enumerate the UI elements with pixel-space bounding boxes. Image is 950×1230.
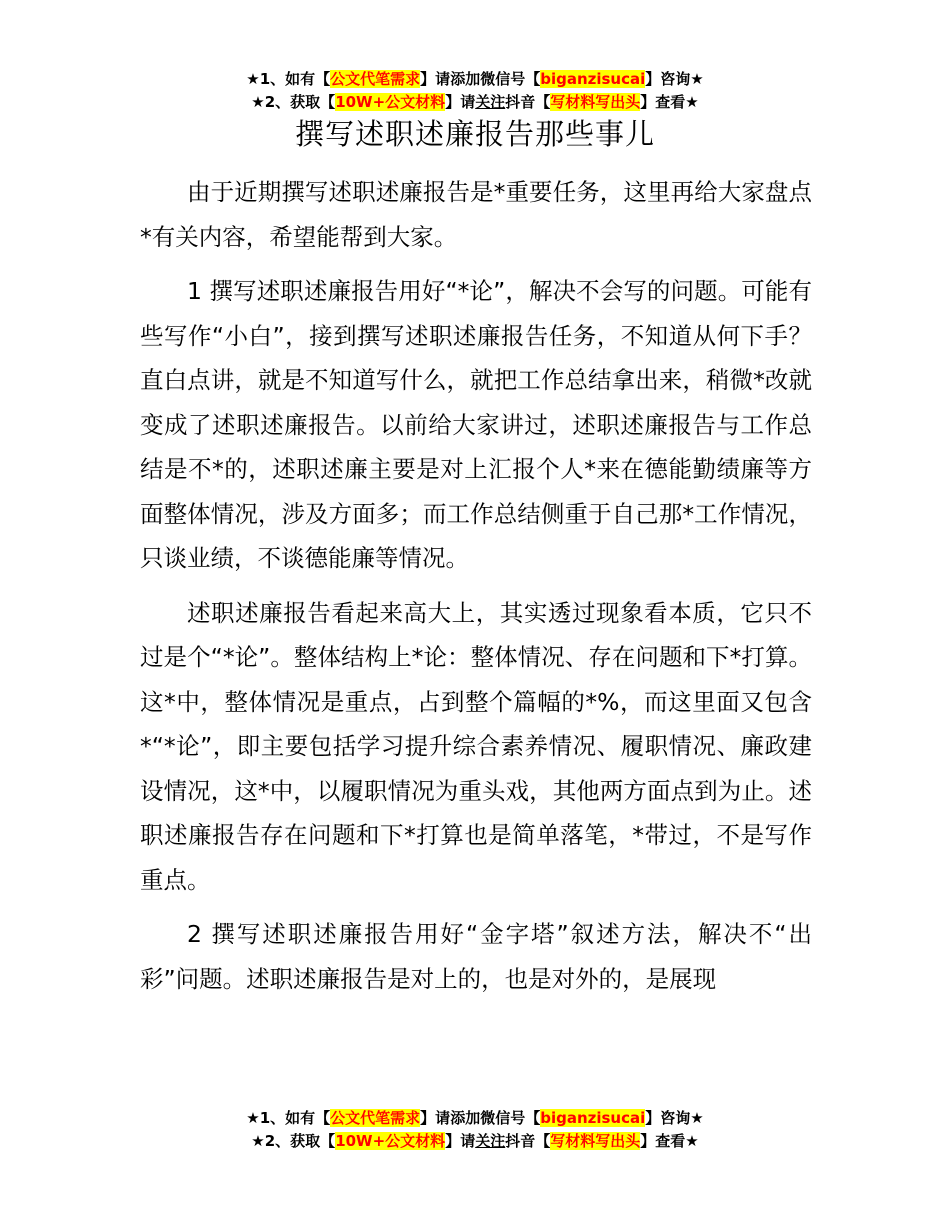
header-banner: [0, 68, 950, 114]
banner-text: 添加: [450, 70, 481, 88]
banner-line-1: [0, 1107, 950, 1130]
banner-text: 】咨询★: [645, 70, 704, 88]
banner-text: 微信号【: [480, 1109, 541, 1127]
banner-line-2: [0, 91, 950, 114]
banner-text: 】查看★: [640, 93, 699, 111]
banner-text: ★2、获取【: [251, 1132, 336, 1150]
banner-text: ★2、获取【: [251, 93, 336, 111]
banner-text: 】请: [445, 1132, 476, 1150]
banner-highlight: 公文代笔需求: [330, 1109, 421, 1127]
banner-highlight: biganzisucai: [540, 1109, 646, 1127]
banner-line-1: [0, 68, 950, 91]
banner-highlight: 公文代笔需求: [330, 70, 421, 88]
paragraph: 1 撰写述职述廉报告用好“*论”，解决不会写的问题。可能有些写作“小白”，接到撰写述职述廉报告任务，不知道从何下手？直白点讲，就是不知道写什么，就把工作总结拿出来，稍微*改就变成了述职述廉报告。以前给大家讲过，述职述廉报告与工作总结是不*的，述职述廉主要是对上汇报个人*来在德能勤绩廉等方面整体情况，涉及方面多；而工作总结侧重于自己那*工作情况，只谈业绩，不谈德能廉等情况。: [140, 277, 812, 572]
banner-text: 】咨询★: [645, 1109, 704, 1127]
banner-text: 关注: [475, 1132, 506, 1150]
banner-text: 抖音【: [505, 93, 551, 111]
paragraph: 2 撰写述职述廉报告用好“金字塔”叙述方法，解决不“出彩”问题。述职述廉报告是对上的，也是对外的，是展现: [140, 920, 812, 993]
banner-highlight: biganzisucai: [540, 70, 646, 88]
document-body: [140, 170, 812, 1011]
paragraph: 述职述廉报告看起来高大上，其实透过现象看本质，它只不过是个“*论”。整体结构上*论：整体情况、存在问题和下*打算。这*中，整体情况是重点，占到整个篇幅的*%，而这里面又包含*“*论”，即主要包括学习提升综合素养情况、履职情况、廉政建设情况，这*中，以履职情况为重头戏，其他两方面点到为止。述职述廉报告存在问题和下*打算也是简单落笔，*带过，不是写作重点。: [140, 598, 812, 894]
banner-highlight: 10W+公文材料: [335, 1132, 446, 1150]
banner-highlight: 写材料写出头: [550, 93, 641, 111]
banner-highlight: 写材料写出头: [550, 1132, 641, 1150]
banner-text: 】请: [445, 93, 476, 111]
banner-text: 】请: [420, 1109, 451, 1127]
banner-text: 】查看★: [640, 1132, 699, 1150]
banner-text: ★1、如有【: [246, 70, 331, 88]
paragraph: 由于近期撰写述职述廉报告是*重要任务，这里再给大家盘点*有关内容，希望能帮到大家。: [140, 178, 812, 251]
banner-text: ★1、如有【: [246, 1109, 331, 1127]
banner-text: 】请: [420, 70, 451, 88]
banner-line-2: [0, 1130, 950, 1153]
footer-banner: [0, 1107, 950, 1153]
page-title: 撰写述职述廉报告那些事儿: [294, 117, 655, 151]
banner-highlight: 10W+公文材料: [335, 93, 446, 111]
banner-text: 抖音【: [505, 1132, 551, 1150]
banner-text: 微信号【: [480, 70, 541, 88]
banner-text: 添加: [450, 1109, 481, 1127]
banner-text: 关注: [475, 93, 506, 111]
